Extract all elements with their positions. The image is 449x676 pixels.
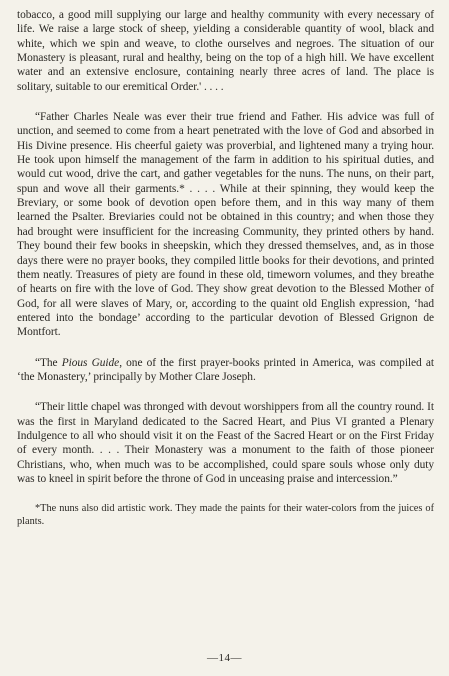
paragraph-pious-guide [17, 356, 434, 385]
paragraph-monastery-description: tobacco, a good mill supplying our large and healthy community with every necessary of life. We raise a large stock of sheep, yielding a considerable quantity of wool, black and white, which we spin and weave, to clothe ourselves and negroes. The situation of our Monastery is pleasant, rural and healthy, being on the top of a high hill. We have excellent water and an extensive enclosure, containing nearly three acres of land. The place is solitary, suitable to our eremitical Order.' . . . . [17, 9, 434, 93]
paragraph-father-charles-neale: “Father Charles Neale was ever their true friend and Father. His advice was full of unction, and seemed to come from a heart penetrated with the love of God and absorbed in His Divine presence. His cheerful gaiety was proverbial, and lightened many a trying hour. He took upon himself the management of the farm in addition to his spiritual duties, and would cut wood, drive the cart, and gather vegetables for the nuns. The nuns, on their part, spun and wove all their garments.* . . . . While at their spinning, they would keep the Breviary, or some book of devotion open before them, and in this way many of them learned the Psalter. Breviaries could not be obtained in this country; and when those they had brought were insufficient for the increasing Community, they printed others by hand. They bound their few books in sheepskin, which they dressed themselves, and, as in those days there were no prayer books, they compiled little books for their devotions, and printed them neatly. Treasures of piety are found in these old, timeworn volumes, and they breathe of hearts on fire with the love of God. They show great devotion to the Blessed Mother of God, for all were slaves of Mary, or, according to the quaint old English expression, ‘had entered into the bondage’ according to the particular devotion of Blessed Grignon de Montfort. [17, 111, 434, 339]
pious-guide-rest: , one of the first prayer-books printed in America, was compiled at ‘the Monastery,’ principally by Mother Clare Joseph. [17, 356, 434, 383]
pious-guide-title: Pious Guide [61, 356, 120, 369]
pious-guide-intro: “The [35, 356, 62, 369]
footnote: *The nuns also did artistic work. They made the paints for their water-colors from the juices of plants. [17, 503, 434, 528]
paragraph-little-chapel: “Their little chapel was thronged with devout worshippers from all the country round. It was the first in Maryland dedicated to the Sacred Heart, and Pius VI granted a Plenary Indulgence to all who should visit it on the Feast of the Sacred Heart or on the First Friday of every month. . . . Their Monastery was a monument to the faith of those pioneer Christians, who, when much was to be accomplished, could spare souls whose only duty was to kneel in spirit before the throne of God in unceasing praise and intercession.” [17, 401, 434, 485]
page-number: —14— [207, 652, 242, 664]
